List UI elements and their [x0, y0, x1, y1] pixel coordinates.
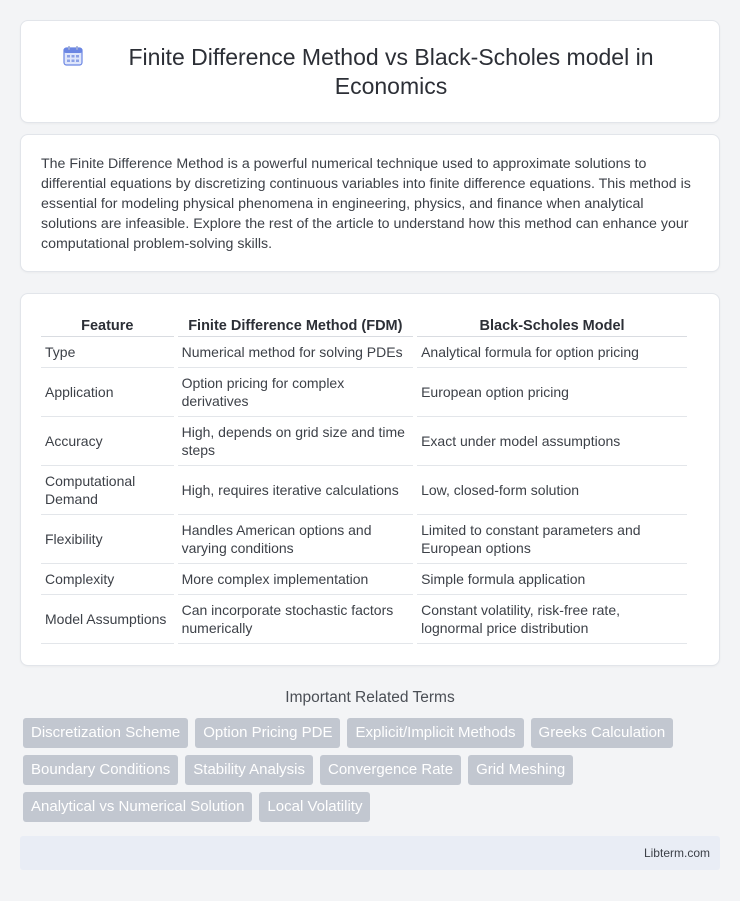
page-title: Finite Difference Method vs Black-Scholes model in Economics	[128, 43, 654, 99]
term-tag[interactable]: Convergence Rate	[320, 755, 461, 785]
row-feature: Complexity	[41, 564, 174, 595]
related-terms-title: Important Related Terms	[285, 689, 455, 706]
footer	[20, 836, 720, 870]
row-fdm: Option pricing for complex derivatives	[178, 368, 413, 417]
related-terms-list	[20, 718, 720, 822]
table-row	[41, 515, 687, 564]
footer-site-link[interactable]: Libterm.com	[643, 846, 710, 860]
row-black-scholes: Analytical formula for option pricing	[417, 337, 687, 368]
row-feature: Type	[41, 337, 174, 368]
intro-card	[20, 134, 720, 272]
row-black-scholes: Exact under model assumptions	[417, 417, 687, 466]
term-tag[interactable]: Local Volatility	[259, 792, 370, 822]
row-black-scholes: European option pricing	[417, 368, 687, 417]
header-black-scholes: Black-Scholes Model	[417, 316, 687, 337]
title-card	[20, 20, 720, 123]
table-row	[41, 466, 687, 515]
term-tag[interactable]: Grid Meshing	[468, 755, 573, 785]
row-feature: Flexibility	[41, 515, 174, 564]
term-tag[interactable]: Discretization Scheme	[23, 718, 188, 748]
table-row	[41, 564, 687, 595]
row-black-scholes: Low, closed-form solution	[417, 466, 687, 515]
row-black-scholes: Limited to constant parameters and European options	[417, 515, 687, 564]
row-feature: Application	[41, 368, 174, 417]
term-tag[interactable]: Explicit/Implicit Methods	[347, 718, 523, 748]
table-row	[41, 337, 687, 368]
comparison-card	[20, 293, 720, 666]
row-feature: Computational Demand	[41, 466, 174, 515]
comparison-table	[37, 316, 691, 644]
row-fdm: High, depends on grid size and time steps	[178, 417, 413, 466]
term-tag[interactable]: Option Pricing PDE	[195, 718, 340, 748]
row-fdm: More complex implementation	[178, 564, 413, 595]
calendar-icon	[61, 44, 85, 68]
table-row	[41, 417, 687, 466]
row-fdm: Numerical method for solving PDEs	[178, 337, 413, 368]
row-black-scholes: Simple formula application	[417, 564, 687, 595]
row-feature: Accuracy	[41, 417, 174, 466]
term-tag[interactable]: Greeks Calculation	[531, 718, 674, 748]
row-feature: Model Assumptions	[41, 595, 174, 644]
header-feature: Feature	[41, 316, 174, 337]
row-black-scholes: Constant volatility, risk-free rate, lognormal price distribution	[417, 595, 687, 644]
table-row	[41, 595, 687, 644]
table-header-row	[41, 316, 687, 337]
term-tag[interactable]: Stability Analysis	[185, 755, 313, 785]
term-tag[interactable]: Boundary Conditions	[23, 755, 178, 785]
title-row	[61, 43, 679, 101]
intro-paragraph: The Finite Difference Method is a powerful numerical technique used to approximate solutions to differential equations by discretizing continuous variables into finite difference equations. This method is essential for modeling physical phenomena in engineering, physics, and finance when analytical solutions are infeasible. Explore the rest of the article to understand how this method can enhance your computational problem-solving skills.	[41, 156, 691, 252]
term-tag[interactable]: Analytical vs Numerical Solution	[23, 792, 252, 822]
header-fdm: Finite Difference Method (FDM)	[178, 316, 413, 337]
row-fdm: Handles American options and varying conditions	[178, 515, 413, 564]
row-fdm: Can incorporate stochastic factors numerically	[178, 595, 413, 644]
table-row	[41, 368, 687, 417]
row-fdm: High, requires iterative calculations	[178, 466, 413, 515]
